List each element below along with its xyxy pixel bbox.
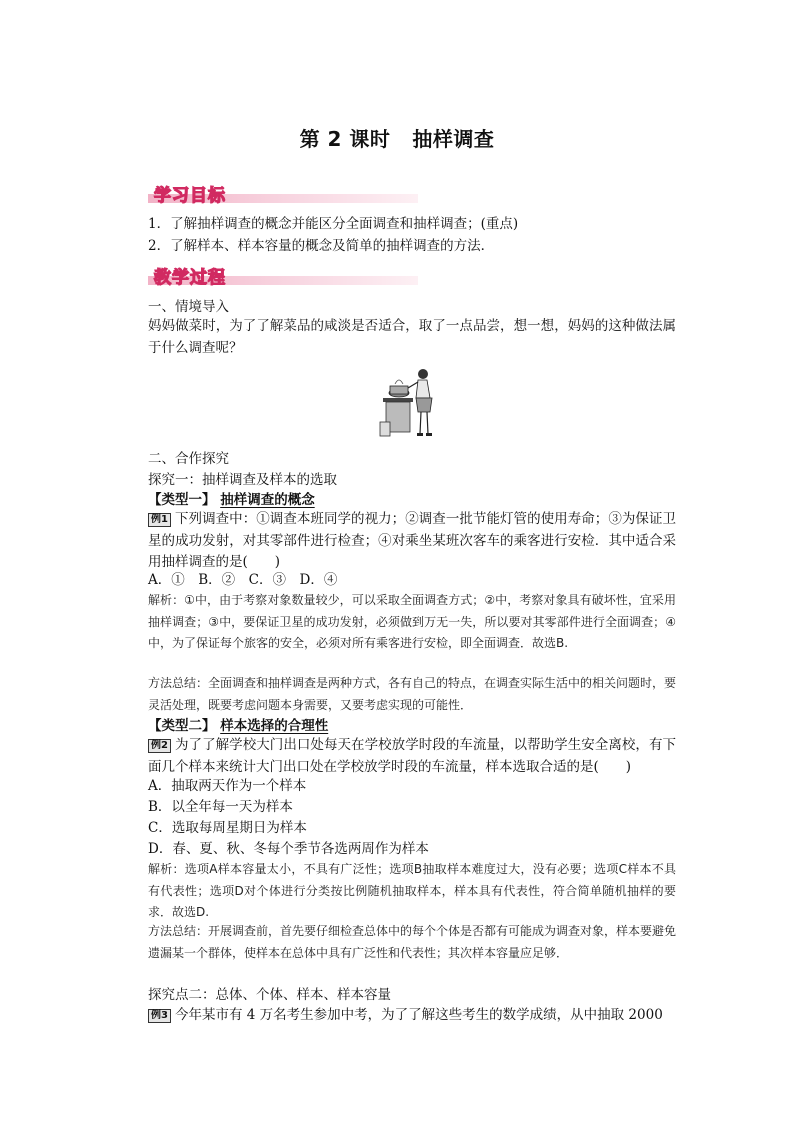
example-1-summary: 方法总结：全面调查和抽样调查是两种方式，各有自己的特点，在调查实际生活中的相关问题时，要灵活处理，既要考虑问题本身需要，又要考虑实现的可能性． <box>148 676 677 712</box>
section-header-goals <box>148 184 418 204</box>
type1-heading <box>148 490 315 510</box>
title-lesson: 第 2 课时 <box>299 127 391 151</box>
example-2-option-a: A．抽取两天作为一个样本 <box>148 778 307 794</box>
type1-title: 抽样调查的概念 <box>220 492 315 508</box>
part1-heading: 一、情境导入 <box>148 299 229 315</box>
example-1-text: 下列调查中：①调查本班同学的视力；②调查一批节能灯管的使用寿命；③为保证卫星的成功发射，对其零部件进行检查；④对乘坐某班次客车的乘客进行安检．其中适合采用抽样调查的是( ) <box>148 511 676 570</box>
section-label: 学习目标 <box>154 186 226 206</box>
section-header-process <box>148 266 418 286</box>
example-3 <box>148 1005 676 1027</box>
type2-title: 样本选择的合理性 <box>220 718 329 734</box>
page-title <box>0 123 794 152</box>
section-label: 教学过程 <box>154 268 226 288</box>
type2-bracket: 【类型二】 <box>148 718 216 734</box>
part1-text-content: 妈妈做菜时，为了了解菜品的咸淡是否适合，取了一点品尝，想一想，妈妈的这种做法属于什么调查呢？ <box>148 318 676 356</box>
explore-2-heading: 探究点二：总体、个体、样本、样本容量 <box>148 987 391 1003</box>
example-2-option-d: D．春、夏、秋、冬每个季节各选两周作为样本 <box>148 841 429 857</box>
example-2-option-b: B．以全年每一天为样本 <box>148 799 293 815</box>
example-2 <box>148 735 676 778</box>
type1-bracket: 【类型一】 <box>148 492 216 508</box>
part1-text <box>148 316 676 359</box>
example-2-text: 为了了解学校大门出口处每天在学校放学时段的车流量，以帮助学生安全离校，有下面几个样本来统计大门出口处在学校放学时段的车流量，样本选取合适的是( ) <box>148 737 676 775</box>
example-1-options: A．① B．② C．③ D．④ <box>148 572 338 588</box>
part2-heading: 二、合作探究 <box>148 451 229 467</box>
example-3-text: 今年某市有 4 万名考生参加中考，为了了解这些考生的数学成绩，从中抽取 2000 <box>174 1007 663 1023</box>
example-3-tag: 例3 <box>148 1009 171 1023</box>
example-2-summary: 方法总结：开展调查前，首先要仔细检查总体中的每个个体是否都有可能成为调查对象，样本要避免遗漏某一个群体，使样本在总体中具有广泛性和代表性；其次样本容量应足够． <box>148 924 677 960</box>
example-1 <box>148 509 676 574</box>
example-1-tag: 例1 <box>148 513 171 527</box>
example-2-analysis: 解析：选项A样本容量太小，不具有广泛性；选项B抽取样本难度过大，没有必要；选项C样本不具有代表性；选项D对个体进行分类按比例随机抽取样本，样本具有代表性，符合简单随机抽样的要求．故选D. <box>148 862 676 919</box>
example-1-analysis: 解析：①中，由于考察对象数量较少，可以采取全面调查方式；②中，考察对象具有破坏性，宜采用抽样调查；③中，要保证卫星的成功发射，必须做到万无一失，所以要对其零部件进行全面调查；④中，为了保证每个旅客的安全，必须对所有乘客进行安检，即全面调查．故选B. <box>148 593 676 650</box>
cooking-illustration <box>377 360 447 440</box>
example-2-tag: 例2 <box>148 739 171 753</box>
title-topic: 抽样调查 <box>412 127 495 151</box>
goal-item-2: 2．了解样本、样本容量的概念及简单的抽样调查的方法． <box>148 238 495 254</box>
goal-item-1: 1．了解抽样调查的概念并能区分全面调查和抽样调查；(重点) <box>148 216 519 232</box>
type2-heading <box>148 716 328 736</box>
example-2-option-c: C．选取每周星期日为样本 <box>148 820 307 836</box>
explore-1-heading: 探究一：抽样调查及样本的选取 <box>148 472 337 488</box>
